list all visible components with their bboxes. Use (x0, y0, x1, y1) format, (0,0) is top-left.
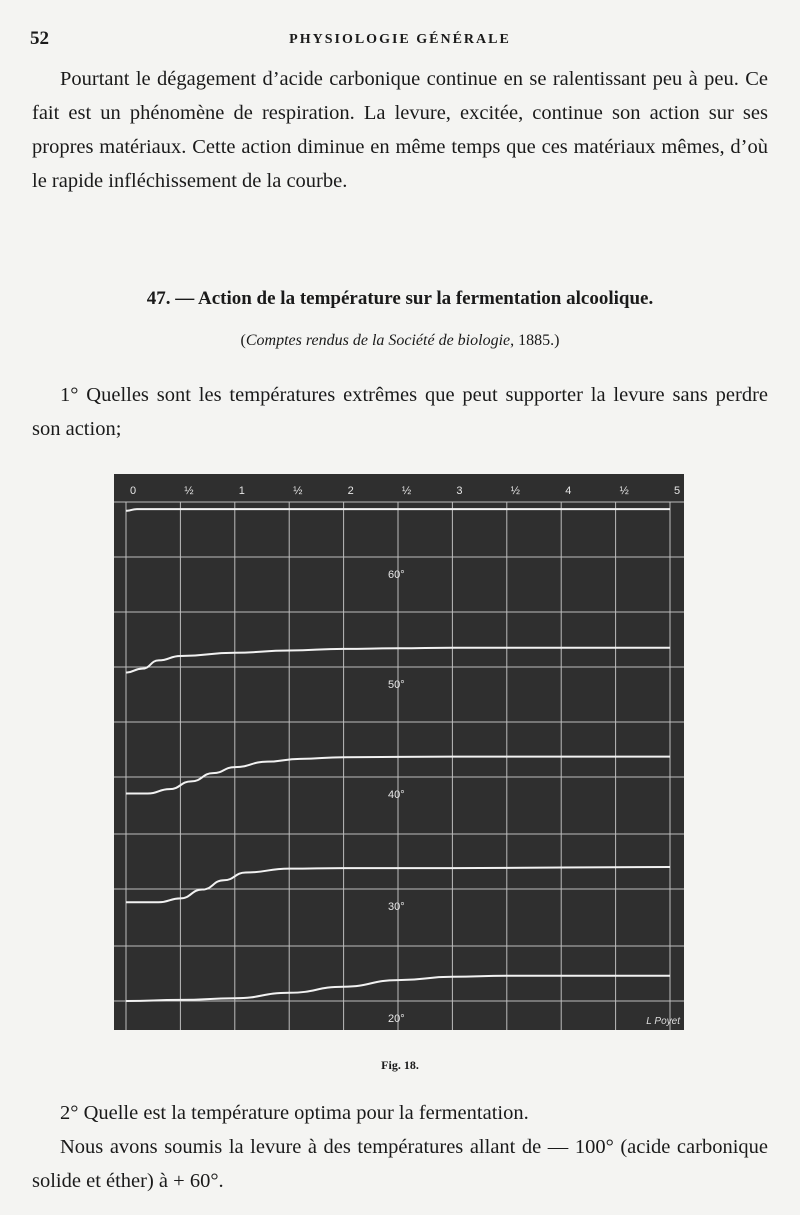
citation-journal: Comptes rendus de la Société de biologie (245, 332, 511, 349)
paragraph-3-line-2-text: Nous avons soumis la levure à des températures allant de — 100° (acide carbonique solide et éther) à + 60°. (32, 1136, 768, 1192)
x-tick-label: ½ (510, 485, 520, 497)
paragraph-2-text: 1° Quelles sont les températures extrêmes que peut supporter la levure sans perdre son action; (32, 384, 768, 440)
paragraph-1 (32, 62, 768, 198)
series-label: 40° (388, 789, 405, 801)
series-label: 30° (388, 901, 405, 913)
series-label: 60° (388, 569, 405, 581)
paragraph-2 (32, 378, 768, 446)
x-tick-label: 4 (565, 485, 572, 497)
series-label: 20° (388, 1013, 405, 1025)
x-tick-label: 3 (456, 485, 463, 497)
x-tick-label: ½ (293, 485, 303, 497)
x-tick-label: ½ (619, 485, 629, 497)
paragraph-3-line-1 (32, 1096, 768, 1130)
x-tick-label: 5 (674, 485, 681, 497)
x-tick-label: 1 (238, 485, 245, 497)
x-tick-label: ½ (184, 485, 194, 497)
paragraph-3-line-2 (32, 1130, 768, 1198)
paragraph-1-text: Pourtant le dégagement d’acide carbonique continue en se ralentissant peu à peu. Ce fait est un phénomène de respiration. La levure, excitée, continue son action sur ses propres matériaux. Cette action diminue en même temps que ces matériaux mêmes, d’où le rapide infléchissement de la courbe. (32, 68, 768, 192)
running-head: PHYSIOLOGIE GÉNÉRALE (289, 32, 511, 47)
paragraph-3-line-1-text: 2° Quelle est la température optima pour la fermentation. (60, 1102, 529, 1124)
citation-year: , 1885.) (510, 332, 560, 349)
page-number: 52 (30, 28, 49, 49)
section-title: 47. — Action de la température sur la fermentation alcoolique. (146, 288, 654, 309)
fermentation-chart (114, 474, 684, 1030)
figure-18 (114, 474, 684, 1030)
paragraph-3 (32, 1096, 768, 1198)
page-header (30, 28, 770, 52)
figure-caption: Fig. 18. (381, 1058, 419, 1072)
series-label: 50° (388, 679, 405, 691)
x-tick-label: 0 (130, 485, 137, 497)
x-tick-label: 2 (347, 485, 354, 497)
x-tick-label: ½ (402, 485, 412, 497)
citation (0, 332, 800, 350)
engraver-signature: L Poyet (646, 1016, 680, 1027)
citation-open: ( (240, 332, 246, 349)
